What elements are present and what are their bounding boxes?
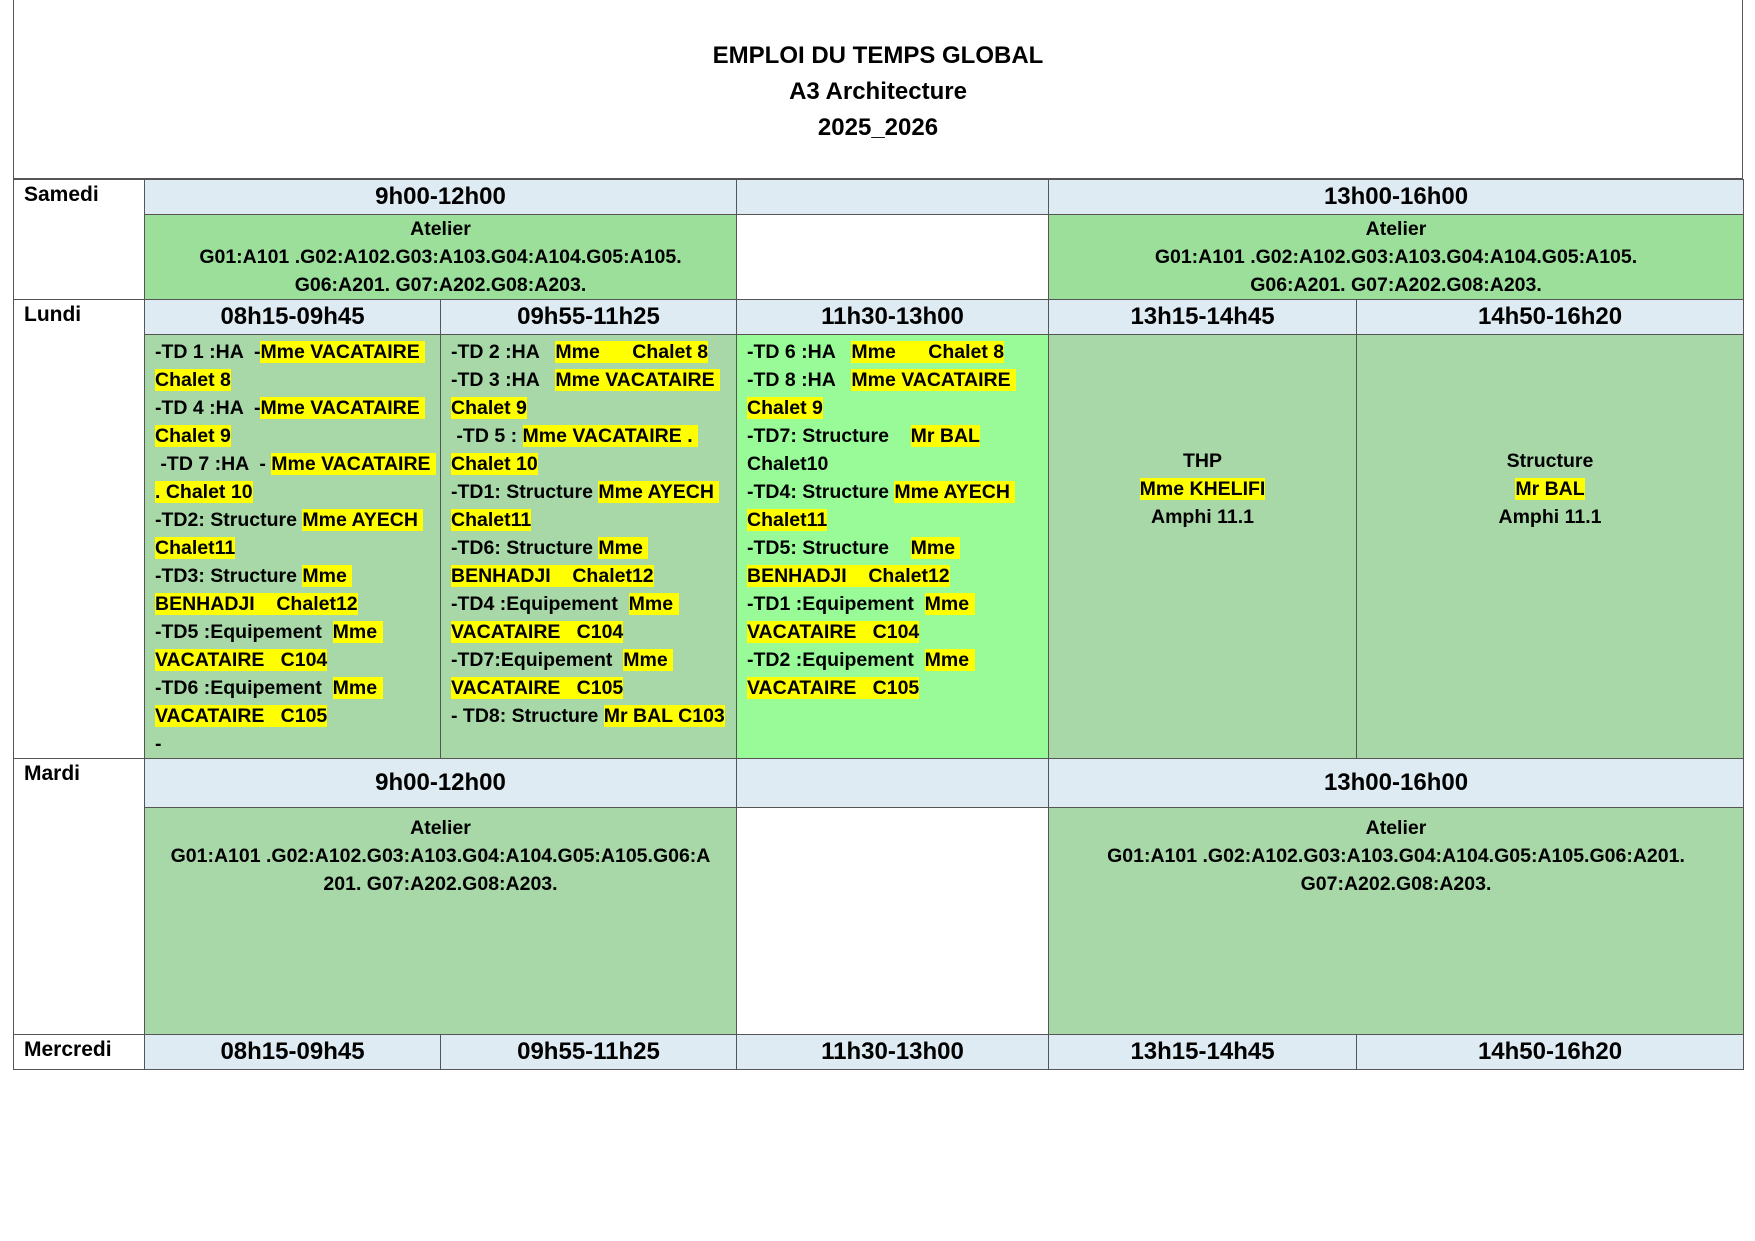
td-entry-teacher-room: Mme VACATAIRE C104: [155, 621, 383, 671]
td-entry: [747, 534, 1042, 590]
td-entry-teacher-room: Mme VACATAIRE Chalet 9: [747, 369, 1017, 419]
td-entry-teacher-room: Mme BENHADJI Chalet12: [451, 537, 654, 587]
td-entry-teacher-room: Mme VACATAIRE C105: [451, 649, 674, 699]
day-mardi: Mardi: [14, 759, 145, 1035]
atelier-rooms: G07:A202.G08:A203.: [1300, 873, 1492, 895]
td-entry-label: -TD 5 :: [451, 425, 523, 447]
atelier-cell: [145, 215, 737, 300]
slot-header: 11h30-13h00: [737, 300, 1049, 335]
slot-header: 13h15-14h45: [1049, 300, 1357, 335]
atelier-rooms: G01:A101 .G02:A102.G03:A103.G04:A104.G05:A105.G06:A: [170, 845, 711, 867]
td-entry: [747, 366, 1042, 422]
timetable: [13, 179, 1744, 1070]
td-entry-label: -TD6 :Equipement: [155, 677, 333, 699]
slot-header: 13h00-16h00: [1049, 759, 1744, 808]
course-title: Structure: [1506, 450, 1594, 472]
td-entry-label: -TD2 :Equipement: [747, 649, 925, 671]
td-list-cell: [441, 335, 737, 759]
title-line-1: EMPLOI DU TEMPS GLOBAL: [712, 42, 1044, 69]
td-entry-label: -TD 8 :HA: [747, 369, 852, 391]
td-entry-label: -TD3: Structure: [155, 565, 303, 587]
td-entry-teacher-room: Mme VACATAIRE C105: [747, 649, 975, 699]
empty-cell: [737, 808, 1049, 1035]
td-entry-label: -TD 2 :HA: [451, 341, 556, 363]
td-entry-label: -TD5: Structure: [747, 537, 911, 559]
course-teacher: Mme KHELIFI: [1139, 478, 1266, 500]
atelier-cell: [1049, 215, 1744, 300]
slot-header: 09h55-11h25: [441, 1035, 737, 1070]
td-entry: [155, 562, 434, 618]
td-entry-label: -TD6: Structure: [451, 537, 599, 559]
td-entry-label: -TD7:Equipement: [451, 649, 624, 671]
td-entry: [747, 646, 1042, 702]
td-entry-label: -TD7: Structure: [747, 425, 911, 447]
slot-header: 14h50-16h20: [1357, 300, 1744, 335]
td-entry-teacher-room: Mme VACATAIRE C104: [451, 593, 679, 643]
slot-header: 08h15-09h45: [145, 1035, 441, 1070]
td-entry-teacher-room: Mme BENHADJI Chalet12: [747, 537, 961, 587]
slot-header: 13h00-16h00: [1049, 180, 1744, 215]
day-lundi: Lundi: [14, 300, 145, 759]
td-entry-label: -TD 3 :HA: [451, 369, 556, 391]
atelier-cell: [145, 808, 737, 1035]
td-entry-teacher-room: Mme VACATAIRE C104: [747, 593, 975, 643]
atelier-title: Atelier: [410, 817, 471, 839]
td-entry: [451, 422, 730, 478]
td-entry-label: - TD8: Structure: [451, 705, 604, 727]
course-teacher: Mr BAL: [1515, 478, 1585, 500]
slot-header: 9h00-12h00: [145, 759, 737, 808]
td-entry: [451, 702, 730, 730]
td-entry-teacher-room: Mme VACATAIRE Chalet 9: [451, 369, 721, 419]
td-entry-label: -TD 7 :HA -: [155, 453, 272, 475]
td-entry: [747, 590, 1042, 646]
title-line-3: 2025_2026: [817, 114, 939, 141]
slot-header: 11h30-13h00: [737, 1035, 1049, 1070]
td-entry: [747, 450, 1042, 478]
td-entry: [747, 422, 1042, 450]
td-entry: [155, 674, 434, 730]
empty-cell: [737, 215, 1049, 300]
td-entry-label: -TD1: Structure: [451, 481, 599, 503]
td-entry-teacher-room: Mme Chalet 8: [851, 341, 1005, 363]
slot-header: 14h50-16h20: [1357, 1035, 1744, 1070]
thp-cell: [1049, 335, 1357, 759]
td-entry-teacher-room: Mme VACATAIRE . Chalet 10: [155, 453, 436, 503]
td-entry: [155, 730, 434, 758]
atelier-title: Atelier: [410, 218, 471, 240]
td-entry-label: -TD 4 :HA -: [155, 397, 261, 419]
slot-header: 08h15-09h45: [145, 300, 441, 335]
td-entry-teacher-room: Mme VACATAIRE Chalet 9: [155, 397, 426, 447]
day-samedi: Samedi: [14, 180, 145, 300]
td-entry-label: -TD2: Structure: [155, 509, 303, 531]
course-title: THP: [1183, 450, 1222, 472]
day-mercredi: Mercredi: [14, 1035, 145, 1070]
td-entry-label: -: [155, 733, 162, 755]
atelier-cell: [1049, 808, 1744, 1035]
td-entry: [155, 618, 434, 674]
atelier-rooms: G01:A101 .G02:A102.G03:A103.G04:A104.G05:A105.G06:A201.: [1107, 845, 1685, 867]
atelier-rooms: G01:A101 .G02:A102.G03:A103.G04:A104.G05:A105.: [199, 246, 682, 268]
structure-cell: [1357, 335, 1744, 759]
td-entry-label: -TD4: Structure: [747, 481, 895, 503]
td-entry: [451, 366, 730, 422]
atelier-rooms: G01:A101 .G02:A102.G03:A103.G04:A104.G05:A105.: [1154, 246, 1638, 268]
slot-header: 9h00-12h00: [145, 180, 737, 215]
td-entry: [155, 450, 434, 506]
td-entry-label: -TD 1 :HA -: [155, 341, 261, 363]
td-entry: [747, 478, 1042, 534]
td-entry-label: -TD4 :Equipement: [451, 593, 629, 615]
td-entry: [451, 478, 730, 534]
atelier-title: Atelier: [1365, 218, 1427, 240]
atelier-rooms: G06:A201. G07:A202.G08:A203.: [294, 274, 587, 296]
td-entry: [155, 338, 434, 394]
td-entry-teacher-room: Mme VACATAIRE C105: [155, 677, 383, 727]
td-entry-teacher-room: Mr BAL: [910, 425, 980, 447]
td-entry: [155, 506, 434, 562]
td-entry: [451, 534, 730, 590]
td-entry-teacher-room: Mme AYECH Chalet11: [747, 481, 1016, 531]
atelier-title: Atelier: [1365, 817, 1427, 839]
td-entry-label: -TD1 :Equipement: [747, 593, 925, 615]
td-entry-label: -TD 6 :HA: [747, 341, 852, 363]
slot-header-empty: [737, 759, 1049, 808]
td-entry-teacher-room: Mme AYECH Chalet11: [451, 481, 720, 531]
td-list-cell: [737, 335, 1049, 759]
slot-header-empty: [737, 180, 1049, 215]
td-entry: [451, 646, 730, 702]
slot-header: 13h15-14h45: [1049, 1035, 1357, 1070]
td-entry-teacher-room: Mme Chalet 8: [555, 341, 709, 363]
td-entry: [155, 394, 434, 450]
atelier-rooms: 201. G07:A202.G08:A203.: [323, 873, 558, 895]
title-box: [13, 0, 1743, 179]
td-entry: [451, 590, 730, 646]
td-entry-teacher-room: Mme AYECH Chalet11: [155, 509, 424, 559]
atelier-rooms: G06:A201. G07:A202.G08:A203.: [1250, 274, 1542, 296]
slot-header: 09h55-11h25: [441, 300, 737, 335]
course-room: Amphi 11.1: [1151, 506, 1254, 528]
course-room: Amphi 11.1: [1498, 506, 1602, 528]
td-entry-label: -TD5 :Equipement: [155, 621, 333, 643]
title-line-2: A3 Architecture: [789, 78, 967, 105]
td-entry: [451, 338, 730, 366]
td-entry-label: Chalet10: [747, 453, 829, 475]
td-entry-teacher-room: Mme VACATAIRE . Chalet 10: [451, 425, 699, 475]
td-entry-teacher-room: Mr BAL C103: [603, 705, 725, 727]
td-entry-teacher-room: Mme BENHADJI Chalet12: [155, 565, 358, 615]
td-entry: [747, 338, 1042, 366]
td-entry-teacher-room: Mme VACATAIRE Chalet 8: [155, 341, 426, 391]
td-list-cell: [145, 335, 441, 759]
